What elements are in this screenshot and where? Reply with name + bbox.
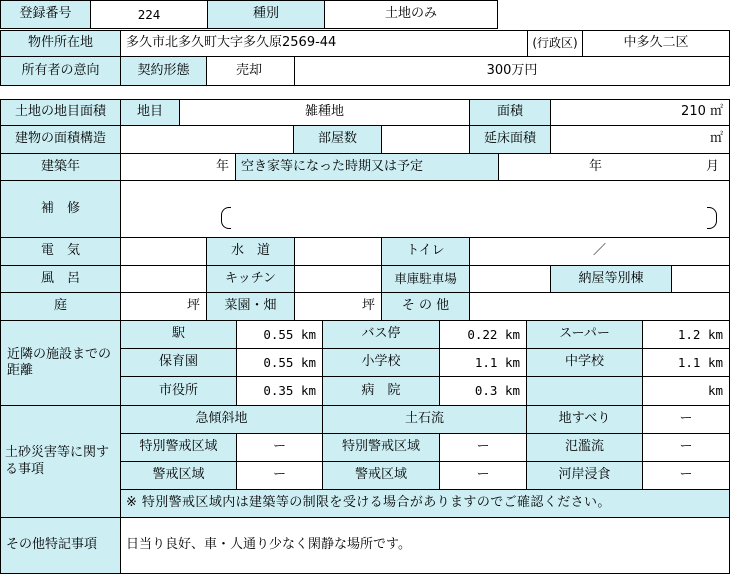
landslide-label: 地すべり bbox=[526, 405, 643, 434]
nearby-facility-name: スーパー bbox=[526, 320, 643, 349]
bank-erosion-value: ー bbox=[642, 461, 730, 490]
repair-value bbox=[120, 180, 730, 238]
location-label: 物件所在地 bbox=[0, 30, 121, 57]
remarks-value: 日当り良好、車・人通り少なく閑静な場所です。 bbox=[120, 517, 730, 574]
nearby-facility-name: 駅 bbox=[120, 320, 237, 349]
nearby-facility-distance: 0.55 km bbox=[236, 348, 323, 377]
warning-zone-2-value: ー bbox=[439, 461, 527, 490]
floor-area-value: ㎡ bbox=[550, 125, 730, 154]
other-facilities-label: そ の 他 bbox=[381, 292, 470, 321]
special-warning-zone-1-label: 特別警戒区域 bbox=[120, 433, 237, 462]
nearby-facility-name: 中学校 bbox=[526, 348, 643, 377]
nearby-facility-distance: 0.55 km bbox=[236, 320, 323, 349]
vegetable-field-label: 菜園・畑 bbox=[206, 292, 295, 321]
steep-slope-label: 急傾斜地 bbox=[120, 405, 323, 434]
vacancy-year-unit: 年 bbox=[589, 159, 603, 174]
land-category-value: 雑種地 bbox=[179, 99, 470, 126]
repair-close-bracket bbox=[707, 207, 717, 229]
water-label: 水 道 bbox=[206, 237, 295, 266]
repair-label: 補 修 bbox=[0, 180, 121, 238]
contract-type-value: 売却 bbox=[206, 56, 295, 86]
garage-value bbox=[469, 265, 551, 293]
special-warning-zone-2-value: ー bbox=[439, 433, 527, 462]
kitchen-label: キッチン bbox=[206, 265, 295, 293]
vacancy-period-value bbox=[498, 153, 730, 181]
build-year-label: 建築年 bbox=[0, 153, 121, 181]
reg-number-label: 登録番号 bbox=[0, 0, 91, 29]
remarks-label: その他特記事項 bbox=[0, 517, 121, 574]
nearby-facilities-label: 近隣の施設までの距離 bbox=[0, 320, 121, 406]
garden-value: 坪 bbox=[120, 292, 207, 321]
rooms-value bbox=[381, 125, 470, 154]
warning-zone-1-label: 警戒区域 bbox=[120, 461, 237, 490]
nearby-facility-distance: 1.1 km bbox=[642, 348, 730, 377]
district-value: 中多久二区 bbox=[582, 30, 730, 57]
type-label: 種別 bbox=[207, 0, 325, 29]
bath-value bbox=[120, 265, 207, 293]
land-area-label: 土地の地目面積 bbox=[0, 99, 121, 126]
other-facilities-value bbox=[469, 292, 730, 321]
electricity-value bbox=[120, 237, 207, 266]
shed-label: 納屋等別棟 bbox=[550, 265, 672, 293]
district-label: (行政区) bbox=[527, 30, 583, 57]
nearby-facility-distance: 1.1 km bbox=[439, 348, 527, 377]
nearby-facility-distance: km bbox=[642, 376, 730, 406]
toilet-label: トイレ bbox=[381, 237, 470, 266]
nearby-facility-name: 市役所 bbox=[120, 376, 237, 406]
toilet-value: ／ bbox=[469, 237, 730, 266]
contract-type-label: 契約形態 bbox=[120, 56, 207, 86]
nearby-facility-name: バス停 bbox=[322, 320, 440, 349]
reg-number-value: 224 bbox=[90, 0, 208, 29]
land-area-size-label: 面積 bbox=[469, 99, 551, 126]
water-value bbox=[294, 237, 382, 266]
repair-open-bracket bbox=[221, 207, 231, 229]
vacancy-month-unit: 月 bbox=[705, 159, 719, 174]
garage-label: 車庫駐車場 bbox=[381, 265, 470, 293]
bank-erosion-label: 河岸浸食 bbox=[526, 461, 643, 490]
building-structure-label: 建物の面積構造 bbox=[0, 125, 121, 154]
owner-intention-label: 所有者の意向 bbox=[0, 56, 121, 86]
landslide-value: ー bbox=[642, 405, 730, 434]
location-value: 多久市北多久町大字多久原2569-44 bbox=[120, 30, 528, 57]
garden-label: 庭 bbox=[0, 292, 121, 321]
nearby-facility-name bbox=[526, 376, 643, 406]
building-structure-value bbox=[120, 125, 294, 154]
nearby-facility-name: 病 院 bbox=[322, 376, 440, 406]
disaster-label: 土砂災害等に関する事項 bbox=[0, 405, 121, 518]
floor-area-label: 延床面積 bbox=[469, 125, 551, 154]
nearby-facility-name: 小学校 bbox=[322, 348, 440, 377]
land-category-label: 地目 bbox=[120, 99, 180, 126]
special-warning-zone-1-value: ー bbox=[236, 433, 323, 462]
debris-flow-label: 土石流 bbox=[322, 405, 527, 434]
bath-label: 風 呂 bbox=[0, 265, 121, 293]
nearby-facility-name: 保育園 bbox=[120, 348, 237, 377]
warning-zone-1-value: ー bbox=[236, 461, 323, 490]
price-value: 300万円 bbox=[294, 56, 730, 86]
rooms-label: 部屋数 bbox=[293, 125, 382, 154]
nearby-facility-distance: 0.35 km bbox=[236, 376, 323, 406]
shed-value bbox=[671, 265, 730, 293]
type-value: 土地のみ bbox=[324, 0, 498, 29]
electricity-label: 電 気 bbox=[0, 237, 121, 266]
vacancy-period-label: 空き家等になった時期又は予定 bbox=[235, 153, 499, 181]
flood-flow-label: 氾濫流 bbox=[526, 433, 643, 462]
nearby-facility-distance: 0.3 km bbox=[439, 376, 527, 406]
kitchen-value bbox=[294, 265, 382, 293]
special-warning-zone-2-label: 特別警戒区域 bbox=[322, 433, 440, 462]
disaster-note: ※ 特別警戒区域内は建築等の制限を受ける場合がありますのでご確認ください。 bbox=[120, 489, 730, 518]
flood-flow-value: ー bbox=[642, 433, 730, 462]
build-year-value: 年 bbox=[120, 153, 236, 181]
land-area-size-value: 210 ㎡ bbox=[550, 99, 730, 126]
nearby-facility-distance: 1.2 km bbox=[642, 320, 730, 349]
nearby-facility-distance: 0.22 km bbox=[439, 320, 527, 349]
vegetable-field-value: 坪 bbox=[294, 292, 382, 321]
warning-zone-2-label: 警戒区域 bbox=[322, 461, 440, 490]
